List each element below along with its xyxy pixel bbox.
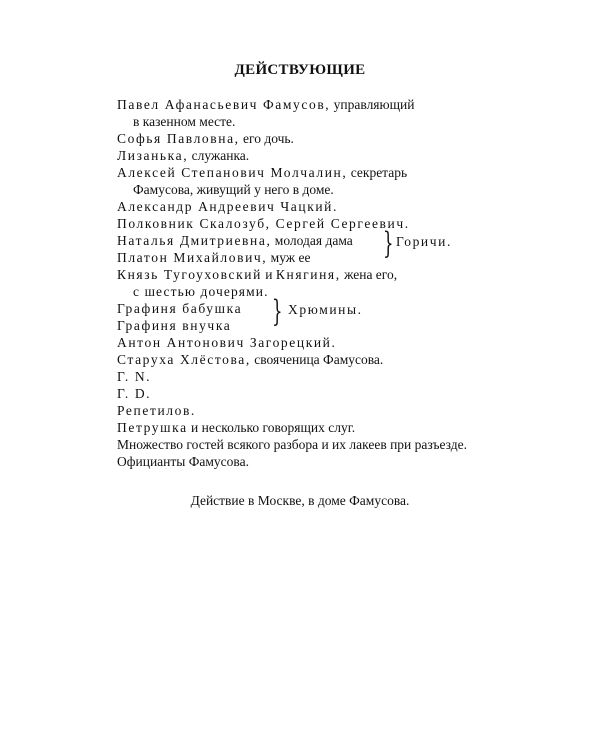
character-description: управляющий xyxy=(330,97,415,112)
character-description: жена его, xyxy=(340,267,398,282)
character-description: и несколько говорящих слуг. xyxy=(187,420,356,435)
character-entry-g-d: Г. D. xyxy=(117,386,152,401)
setting-note: Действие в Москве, в доме Фамусова. xyxy=(190,493,410,508)
character-entry-lizanka xyxy=(117,147,249,164)
character-description: секретарь xyxy=(347,165,408,180)
character-description: служанка. xyxy=(188,148,250,163)
character-name: Павел Афанасьевич Фамусов, xyxy=(117,97,331,112)
character-entry-repetilov: Репетилов. xyxy=(117,403,196,418)
character-name: Софья Павловна, xyxy=(117,131,240,146)
character-entry-molchalin xyxy=(117,164,407,181)
character-entry-natalya xyxy=(117,232,353,249)
character-entry-grafinya-babushka: Графиня бабушка xyxy=(117,301,243,316)
curly-brace-icon: } xyxy=(383,226,394,261)
character-name: Платон Михайлович, xyxy=(117,250,268,265)
character-description-continued: в казенном месте. xyxy=(133,114,236,129)
character-entry-famusov xyxy=(117,96,414,113)
character-entry-guests: Множество гостей всякого разбора и их лакеев при разъезде. xyxy=(117,437,467,452)
page-title: ДЕЙСТВУЮЩИЕ xyxy=(234,62,366,78)
character-name: Князь Тугоуховский xyxy=(117,267,262,282)
character-entry-zagoretsky: Антон Антонович Загорецкий. xyxy=(117,335,337,350)
character-name: Княгиня, xyxy=(275,267,341,282)
character-description: свояченица Фамусова. xyxy=(250,352,384,367)
character-name: Наталья Дмитриевна, xyxy=(117,233,272,248)
character-entry-waiters: Официанты Фамусова. xyxy=(117,454,249,469)
character-entry-grafinya-vnuchka: Графиня внучка xyxy=(117,318,232,333)
character-entry-chatsky: Александр Андреевич Чацкий. xyxy=(117,199,338,214)
character-description-continued: Фамусова, живущий у него в доме. xyxy=(133,182,334,197)
character-name: Лизанька, xyxy=(117,148,189,163)
character-entry-sofya xyxy=(117,130,294,147)
character-entry-skalozub: Полковник Скалозуб, Сергей Сергеевич. xyxy=(117,216,410,231)
conjunction: и xyxy=(261,267,276,282)
character-entry-tugoukhovsky xyxy=(117,266,397,283)
character-name: Старуха Хлёстова, xyxy=(117,352,251,367)
character-entry-khlestova xyxy=(117,351,383,368)
group-name-gorichi: Горичи. xyxy=(396,234,452,249)
character-description: его дочь. xyxy=(239,131,294,146)
group-name-khryuminy: Хрюмины. xyxy=(288,302,363,317)
character-entry-platon xyxy=(117,249,310,266)
character-description-continued: с шестью дочерями. xyxy=(133,284,269,299)
character-description: муж ее xyxy=(267,250,311,265)
character-entry-petrushka xyxy=(117,419,355,436)
character-name: Петрушка xyxy=(117,420,188,435)
curly-brace-icon: } xyxy=(272,294,283,329)
character-entry-g-n: Г. N. xyxy=(117,369,152,384)
character-description: молодая дама xyxy=(271,233,353,248)
character-name: Алексей Степанович Молчалин, xyxy=(117,165,348,180)
